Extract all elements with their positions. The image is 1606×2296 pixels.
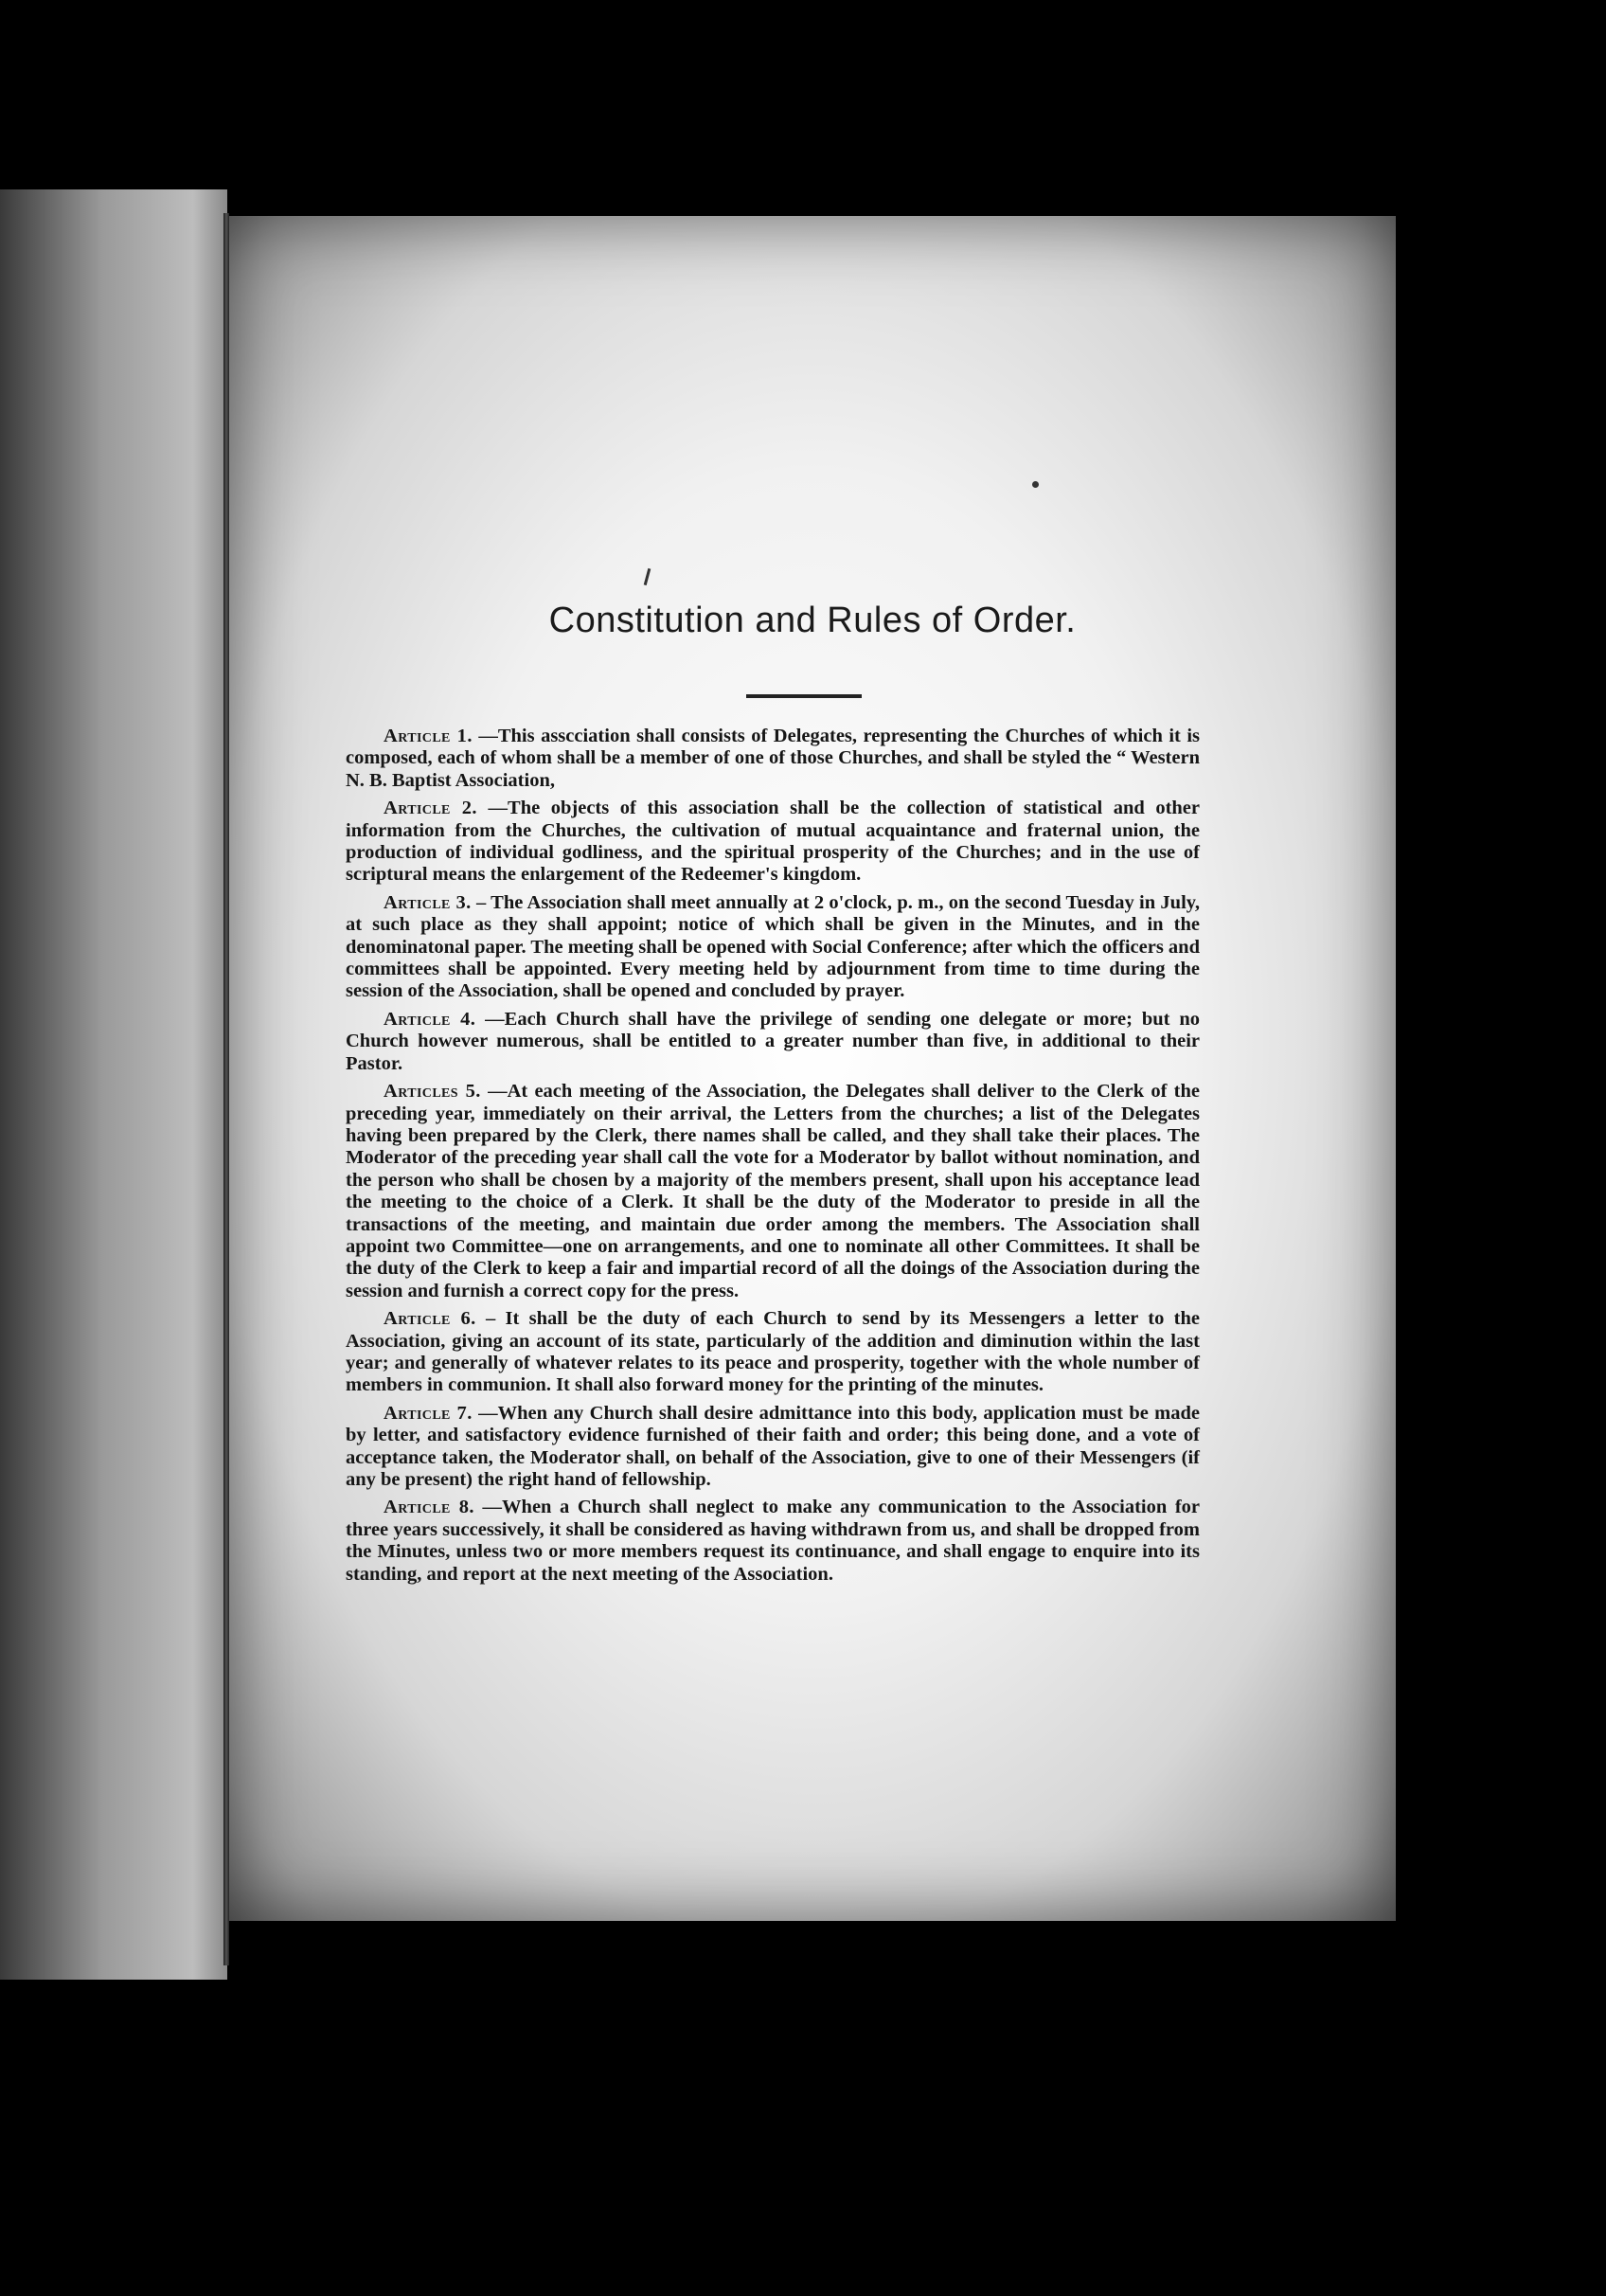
article-text: – It shall be the duty of each Church to send by its Messengers a letter to the Association, giving an account of its state, particularly of the addition and diminution within the last year; and generally of whatever relates to its peace and prosperity, together with the whole number of members in communion. It shall also forward money for the printing of the minutes.: [346, 1308, 1201, 1396]
article-3: [346, 892, 1200, 1003]
ink-speck: [644, 568, 651, 585]
article-label: Article 3.: [384, 891, 472, 913]
article-text: —When any Church shall desire admittance into this body, application must be made by letter, and satisfactory evidence furnished of their faith and order; this being done, and a vote of acceptance taken, the Moderator shall, on behalf of the Association, give to one of their Messengers (if any be present) the right hand of fellowship.: [346, 1402, 1201, 1490]
article-label: Article 2.: [384, 798, 477, 819]
document-page: [229, 216, 1396, 1921]
article-label: Article 6.: [384, 1308, 476, 1330]
facing-page-edge: [0, 189, 227, 1980]
article-7: [346, 1403, 1200, 1492]
page-title: Constitution and Rules of Order.: [548, 601, 1077, 640]
title-divider: [746, 694, 862, 698]
ink-speck: [1032, 481, 1039, 488]
article-text: —Each Church shall have the privilege of sending one delegate or more; but no Church however numerous, shall be entitled to a greater number than five, in additional to their Pastor.: [346, 1008, 1201, 1074]
article-text: – The Association shall meet annually at 2 o'clock, p. m., on the second Tuesday in July, at such place as they shall appoint; notice of which shall be given in the Minutes, and in the denominatonal paper. The meeting shall be opened with Social Conference; after which the officers and committees shall be appointed. Every meeting held by adjournment from time to time during the session of the Association, shall be opened and concluded by prayer.: [346, 891, 1201, 1002]
article-6: [346, 1308, 1200, 1397]
article-label: Articles 5.: [384, 1081, 481, 1103]
article-5: [346, 1081, 1200, 1302]
article-text: —When a Church shall neglect to make any communication to the Association for three years successively, it shall be considered as having withdrawn from us, and shall be dropped from the Minutes, unless two or more members request its continuance, and shall engage to enquire into its standing, and report at the next meeting of the Association.: [346, 1497, 1201, 1585]
articles-body: [346, 726, 1200, 1591]
article-2: [346, 798, 1200, 887]
article-4: [346, 1009, 1200, 1075]
article-8: [346, 1497, 1200, 1586]
article-label: Article 4.: [384, 1008, 476, 1030]
article-label: Article 8.: [384, 1497, 474, 1518]
article-text: —The objects of this association shall be the collection of statistical and other information from the Churches, the cultivation of mutual acquaintance and fraternal union, the production of individual godliness, and the spiritual prosperity of the Churches; and in the use of scriptural means the enlargement of the Redeemer's kingdom.: [346, 798, 1200, 886]
article-label: Article 1.: [384, 726, 473, 746]
article-1: [346, 726, 1200, 792]
article-text: —This asscciation shall consists of Delegates, representing the Churches of which it is composed, each of whom shall be a member of one of those Churches, and shall be styled the “ Western N. B. Baptist Association,: [346, 726, 1201, 791]
article-text: —At each meeting of the Association, the Delegates shall deliver to the Clerk of the preceding year, immediately on their arrival, the Letters from the churches; a list of the Delegates having been prepared by the Clerk, there names shall be called, and they shall take their places. The Moderator of the preceding year shall call the vote for a Moderator by ballot without nomination, and the person who shall be chosen by a majority of the members present, shall upon his acceptance lead the meeting to the choice of a Clerk. It shall be the duty of the Moderator to preside in all the transactions of the meeting, and maintain due order among the members. The Association shall appoint two Committee—one on arrangements, and one to nominate all other Committees. It shall be the duty of the Clerk to keep a fair and impartial record of all the doings of the Association during the session and furnish a correct copy for the press.: [346, 1081, 1201, 1301]
article-label: Article 7.: [384, 1402, 473, 1424]
